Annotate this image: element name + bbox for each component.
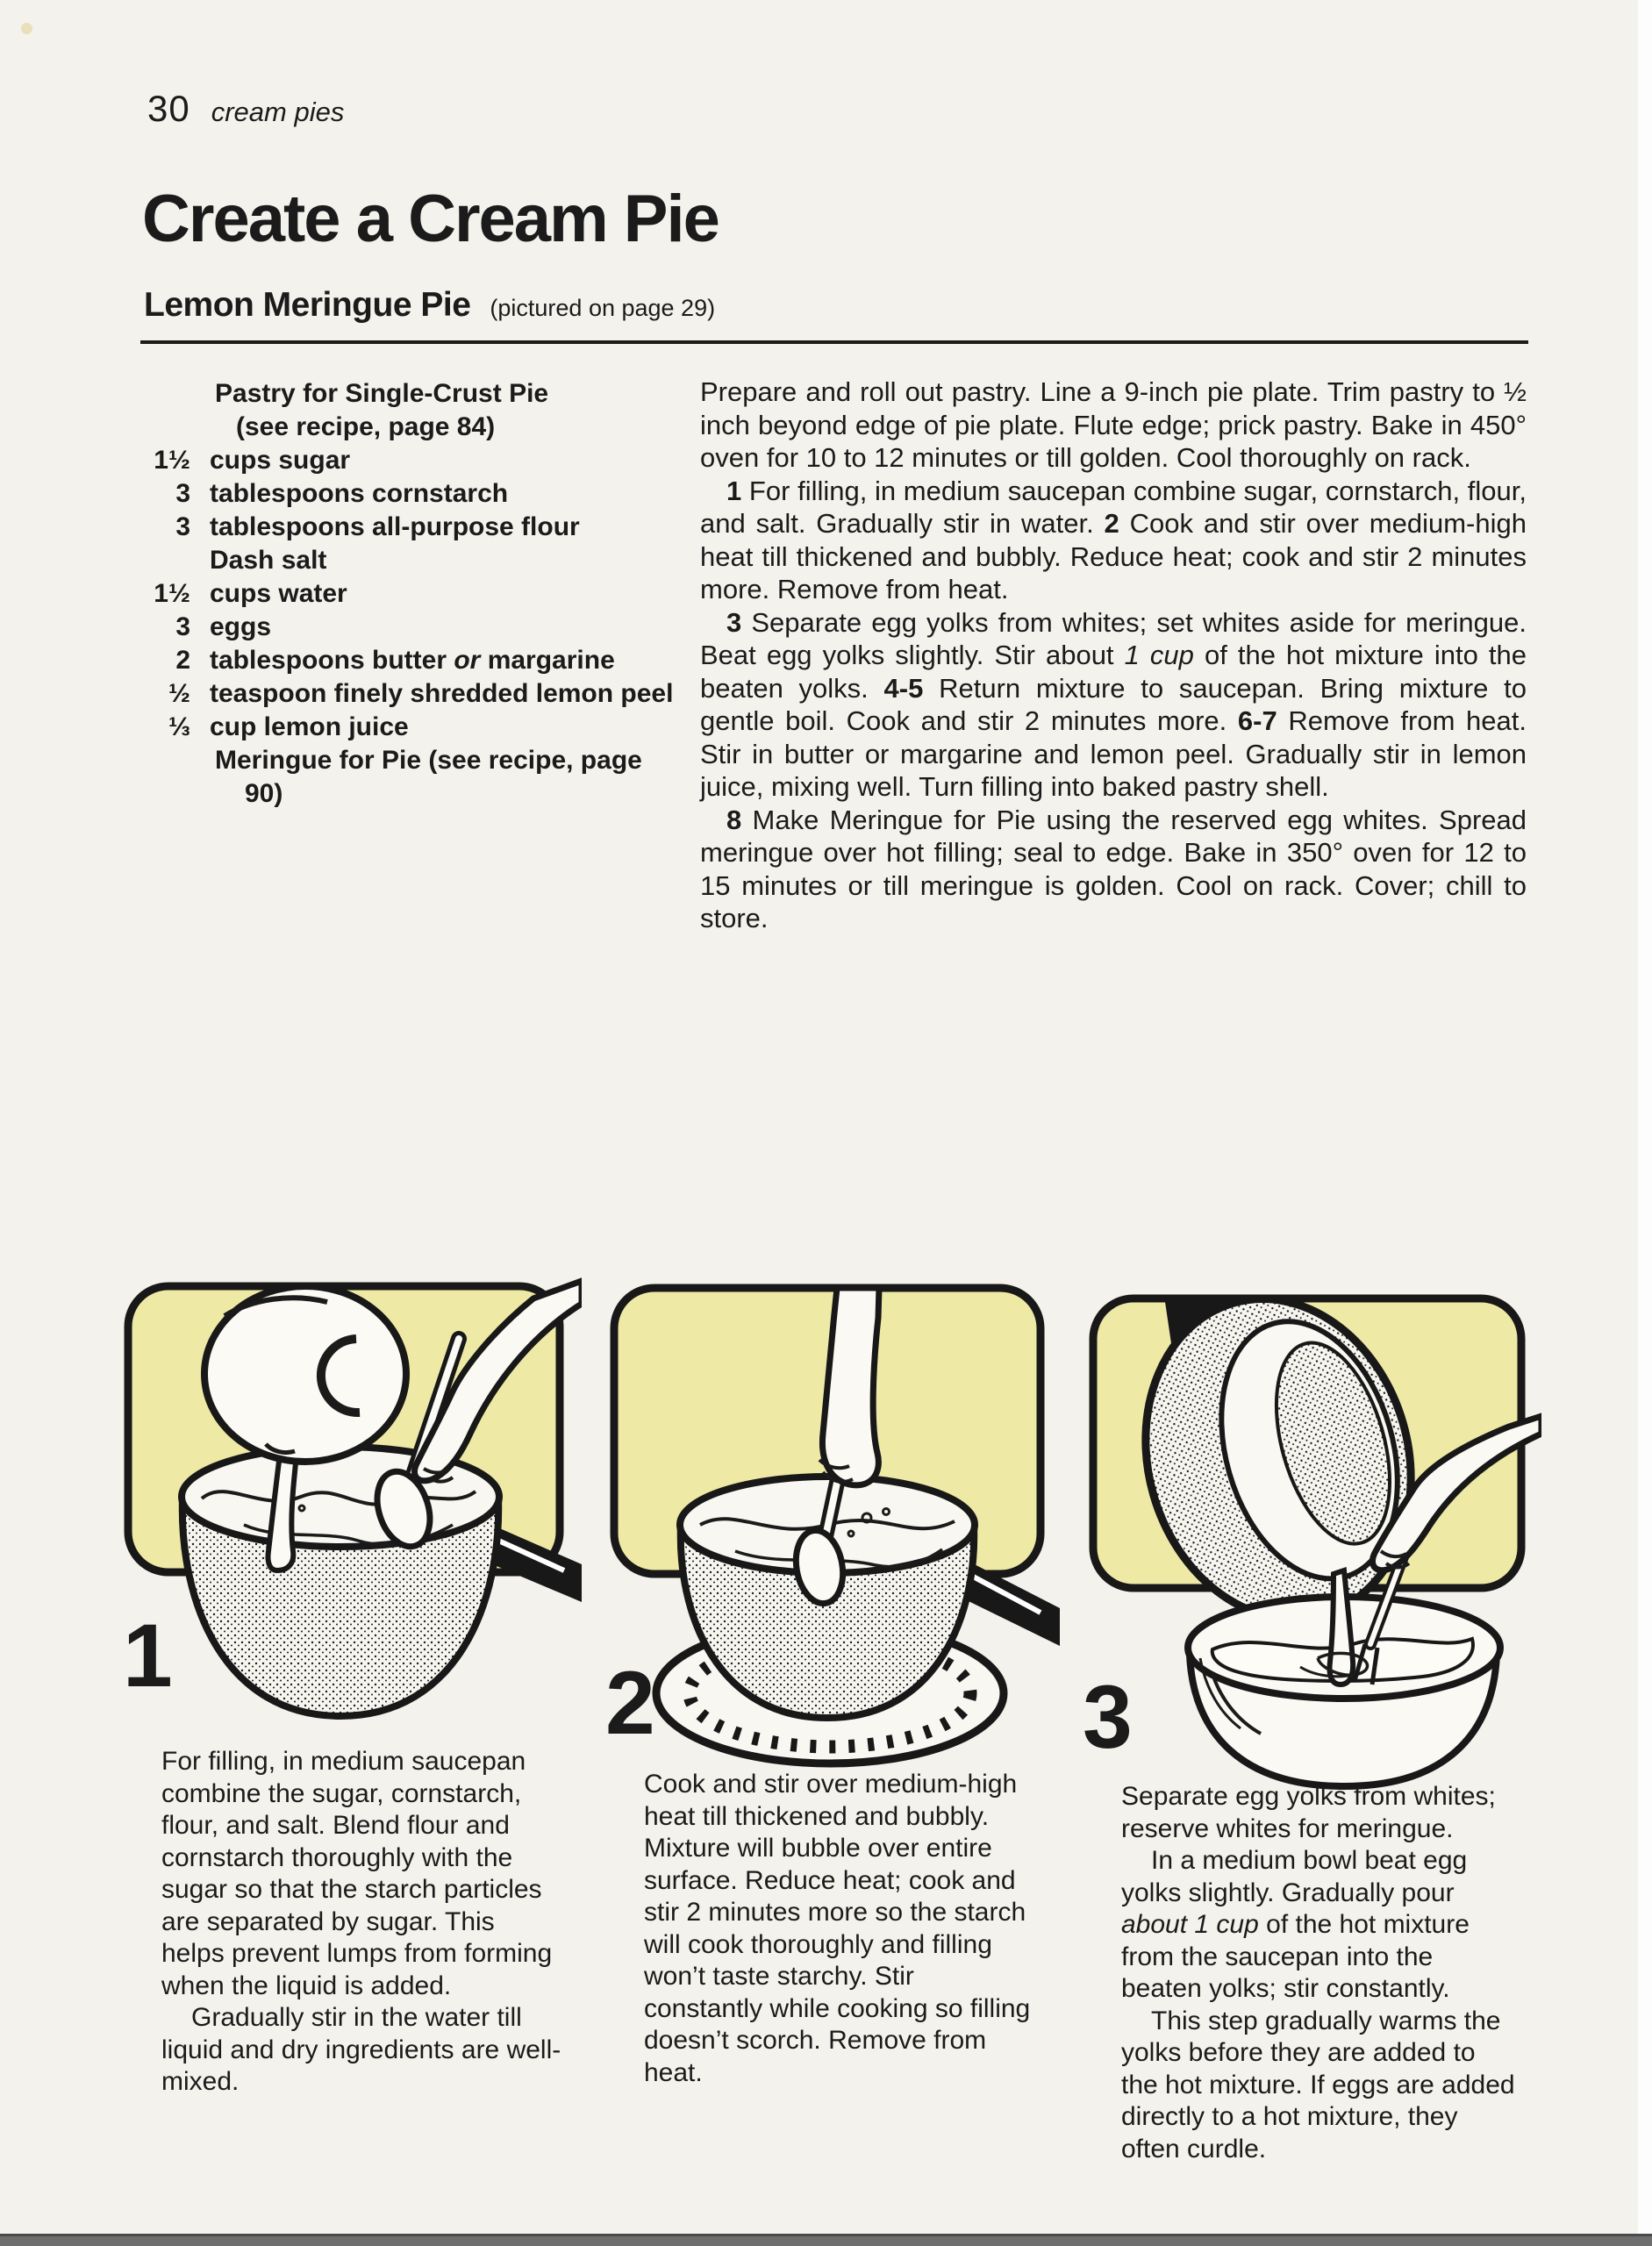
ingredient-row xyxy=(145,511,689,544)
ingredient-row xyxy=(145,744,689,811)
caption-paragraph: For filling, in medium saucepan combine the sugar, cornstarch, flour, and salt. Blend flour and cornstarch thoroughly with the sugar so that the starch particles are separated by sugar. This helps prevent lumps from forming when the liquid is added. xyxy=(161,1747,553,2000)
ingredient-amount: 2 xyxy=(175,646,190,675)
caption-paragraph: Gradually stir in the water till liquid and dry ingredients are well-mixed. xyxy=(161,2003,561,2096)
ingredient-row xyxy=(145,611,689,644)
section-label: cream pies xyxy=(211,97,345,127)
ingredient-row xyxy=(145,577,689,611)
ingredient-amount: 3 xyxy=(175,612,190,641)
ingredient-row xyxy=(145,444,689,477)
step-number: 2 xyxy=(605,1653,652,1753)
ingredient-amount: 3 xyxy=(175,479,190,508)
ingredient-text: eggs xyxy=(210,612,272,641)
ingredient-text: cups sugar xyxy=(210,446,351,475)
ingredient-text: Dash salt xyxy=(210,546,327,575)
saucepan-icon xyxy=(182,1447,499,1716)
ingredient-text: cup lemon juice xyxy=(210,712,409,741)
ingredient-amount: 3 xyxy=(175,512,190,541)
caption-paragraph: In a medium bowl beat egg yolks slightly. Gradually pour about 1 cup of the hot mixture from the saucepan into the beaten yolks; stir constantly. xyxy=(1121,1846,1470,2003)
step-2-illustration xyxy=(604,1262,1060,1788)
ingredient-text: Meringue for Pie (see recipe, page 90) xyxy=(215,746,642,808)
ingredient-amount xyxy=(145,544,190,577)
ingredient-amount: ½ xyxy=(168,679,190,708)
ingredient-row xyxy=(145,711,689,744)
step-figure-2 xyxy=(604,1262,1060,2087)
step-figure-3 xyxy=(1081,1262,1541,2164)
ingredients-list xyxy=(145,377,689,811)
directions-column xyxy=(700,376,1527,935)
divider-rule xyxy=(140,340,1528,344)
page-header xyxy=(147,88,344,130)
paper-stain xyxy=(21,23,32,34)
caption-paragraph: Cook and stir over medium-high heat till thickened and bubbly. Mixture will bubble over entire surface. Reduce heat; cook and stir 2 minutes more so the starch will cook thoroughly and filling won’t taste starchy. Stir constantly while cooking so filling doesn’t scorch. Remove from heat. xyxy=(644,1770,1031,2087)
ingredient-row xyxy=(145,477,689,511)
caption-paragraph: Separate egg yolks from whites; reserve whites for meringue. xyxy=(1121,1782,1496,1843)
caption-paragraph: This step gradually warms the yolks before they are added to the hot mixture. If eggs are added directly to a hot mixture, they often curdle. xyxy=(1121,2006,1515,2164)
ingredient-amount xyxy=(145,411,190,444)
step-caption xyxy=(1121,1781,1518,2165)
ingredient-text: tablespoons butter or margarine xyxy=(210,646,615,675)
ingredient-text: teaspoon finely shredded lemon peel xyxy=(210,679,674,708)
ingredient-amount: 1½ xyxy=(154,446,190,475)
ingredient-amount: 1½ xyxy=(154,579,190,608)
page-number: 30 xyxy=(147,88,190,129)
step-number: 3 xyxy=(1083,1667,1129,1767)
ingredient-row xyxy=(145,544,689,577)
ingredient-row xyxy=(145,644,689,677)
step-figure-1 xyxy=(121,1262,582,2096)
step-caption xyxy=(161,1746,563,2099)
ingredient-text: tablespoons all-purpose flour xyxy=(210,512,580,541)
step-caption xyxy=(644,1769,1032,2089)
direction-paragraph: Prepare and roll out pastry. Line a 9-inch pie plate. Trim pastry to ½ inch beyond edge of pie plate. Flute edge; prick pastry. Bake in 450° oven for 10 to 12 minutes or till golden. Cool thoroughly on rack. xyxy=(700,376,1527,473)
step-1-illustration xyxy=(121,1262,582,1742)
step-number: 1 xyxy=(123,1606,169,1706)
recipe-subtitle xyxy=(144,286,715,325)
direction-paragraph: 3 Separate egg yolks from whites; set whites aside for meringue. Beat egg yolks slightly. Stir about 1 cup of the hot mixture into the beaten yolks. 4-5 Return mixture to saucepan. Bring mixture to gentle boil. Cook and stir 2 minutes more. 6-7 Remove from heat. Stir in butter or margarine and lemon peel. Gradually stir in lemon juice, mixing well. Turn filling into baked pastry shell. xyxy=(700,606,1527,802)
step-3-illustration xyxy=(1081,1262,1541,1801)
ingredient-text: tablespoons cornstarch xyxy=(210,479,509,508)
ingredient-text: Pastry for Single-Crust Pie xyxy=(215,379,549,408)
ingredient-amount xyxy=(145,744,190,811)
ingredient-row xyxy=(145,677,689,711)
recipe-page-note: (pictured on page 29) xyxy=(490,295,716,321)
ingredient-amount: ⅓ xyxy=(168,712,190,741)
direction-paragraph: 8 Make Meringue for Pie using the reserved egg whites. Spread meringue over hot filling; seal to edge. Bake in 350° oven for 12 to 15 minutes or till meringue is golden. Cool on rack. Cover; chill to store. xyxy=(700,804,1527,933)
recipe-name: Lemon Meringue Pie xyxy=(144,286,471,324)
direction-paragraph: 1 For filling, in medium saucepan combine sugar, cornstarch, flour, and salt. Gradually stir in water. 2 Cook and stir over medium-high heat till thickened and bubbly. Reduce heat; cook and stir 2 minutes more. Remove from heat. xyxy=(700,475,1527,604)
ingredient-row xyxy=(145,377,689,411)
ingredient-row xyxy=(145,411,689,444)
ingredient-amount xyxy=(145,377,190,411)
scan-edge-bottom xyxy=(0,2234,1652,2246)
page-title: Create a Cream Pie xyxy=(142,182,719,256)
scan-edge-right xyxy=(1638,0,1652,2246)
ingredient-text: (see recipe, page 84) xyxy=(236,412,496,441)
ingredient-text: cups water xyxy=(210,579,347,608)
measuring-cup-icon xyxy=(204,1286,406,1462)
